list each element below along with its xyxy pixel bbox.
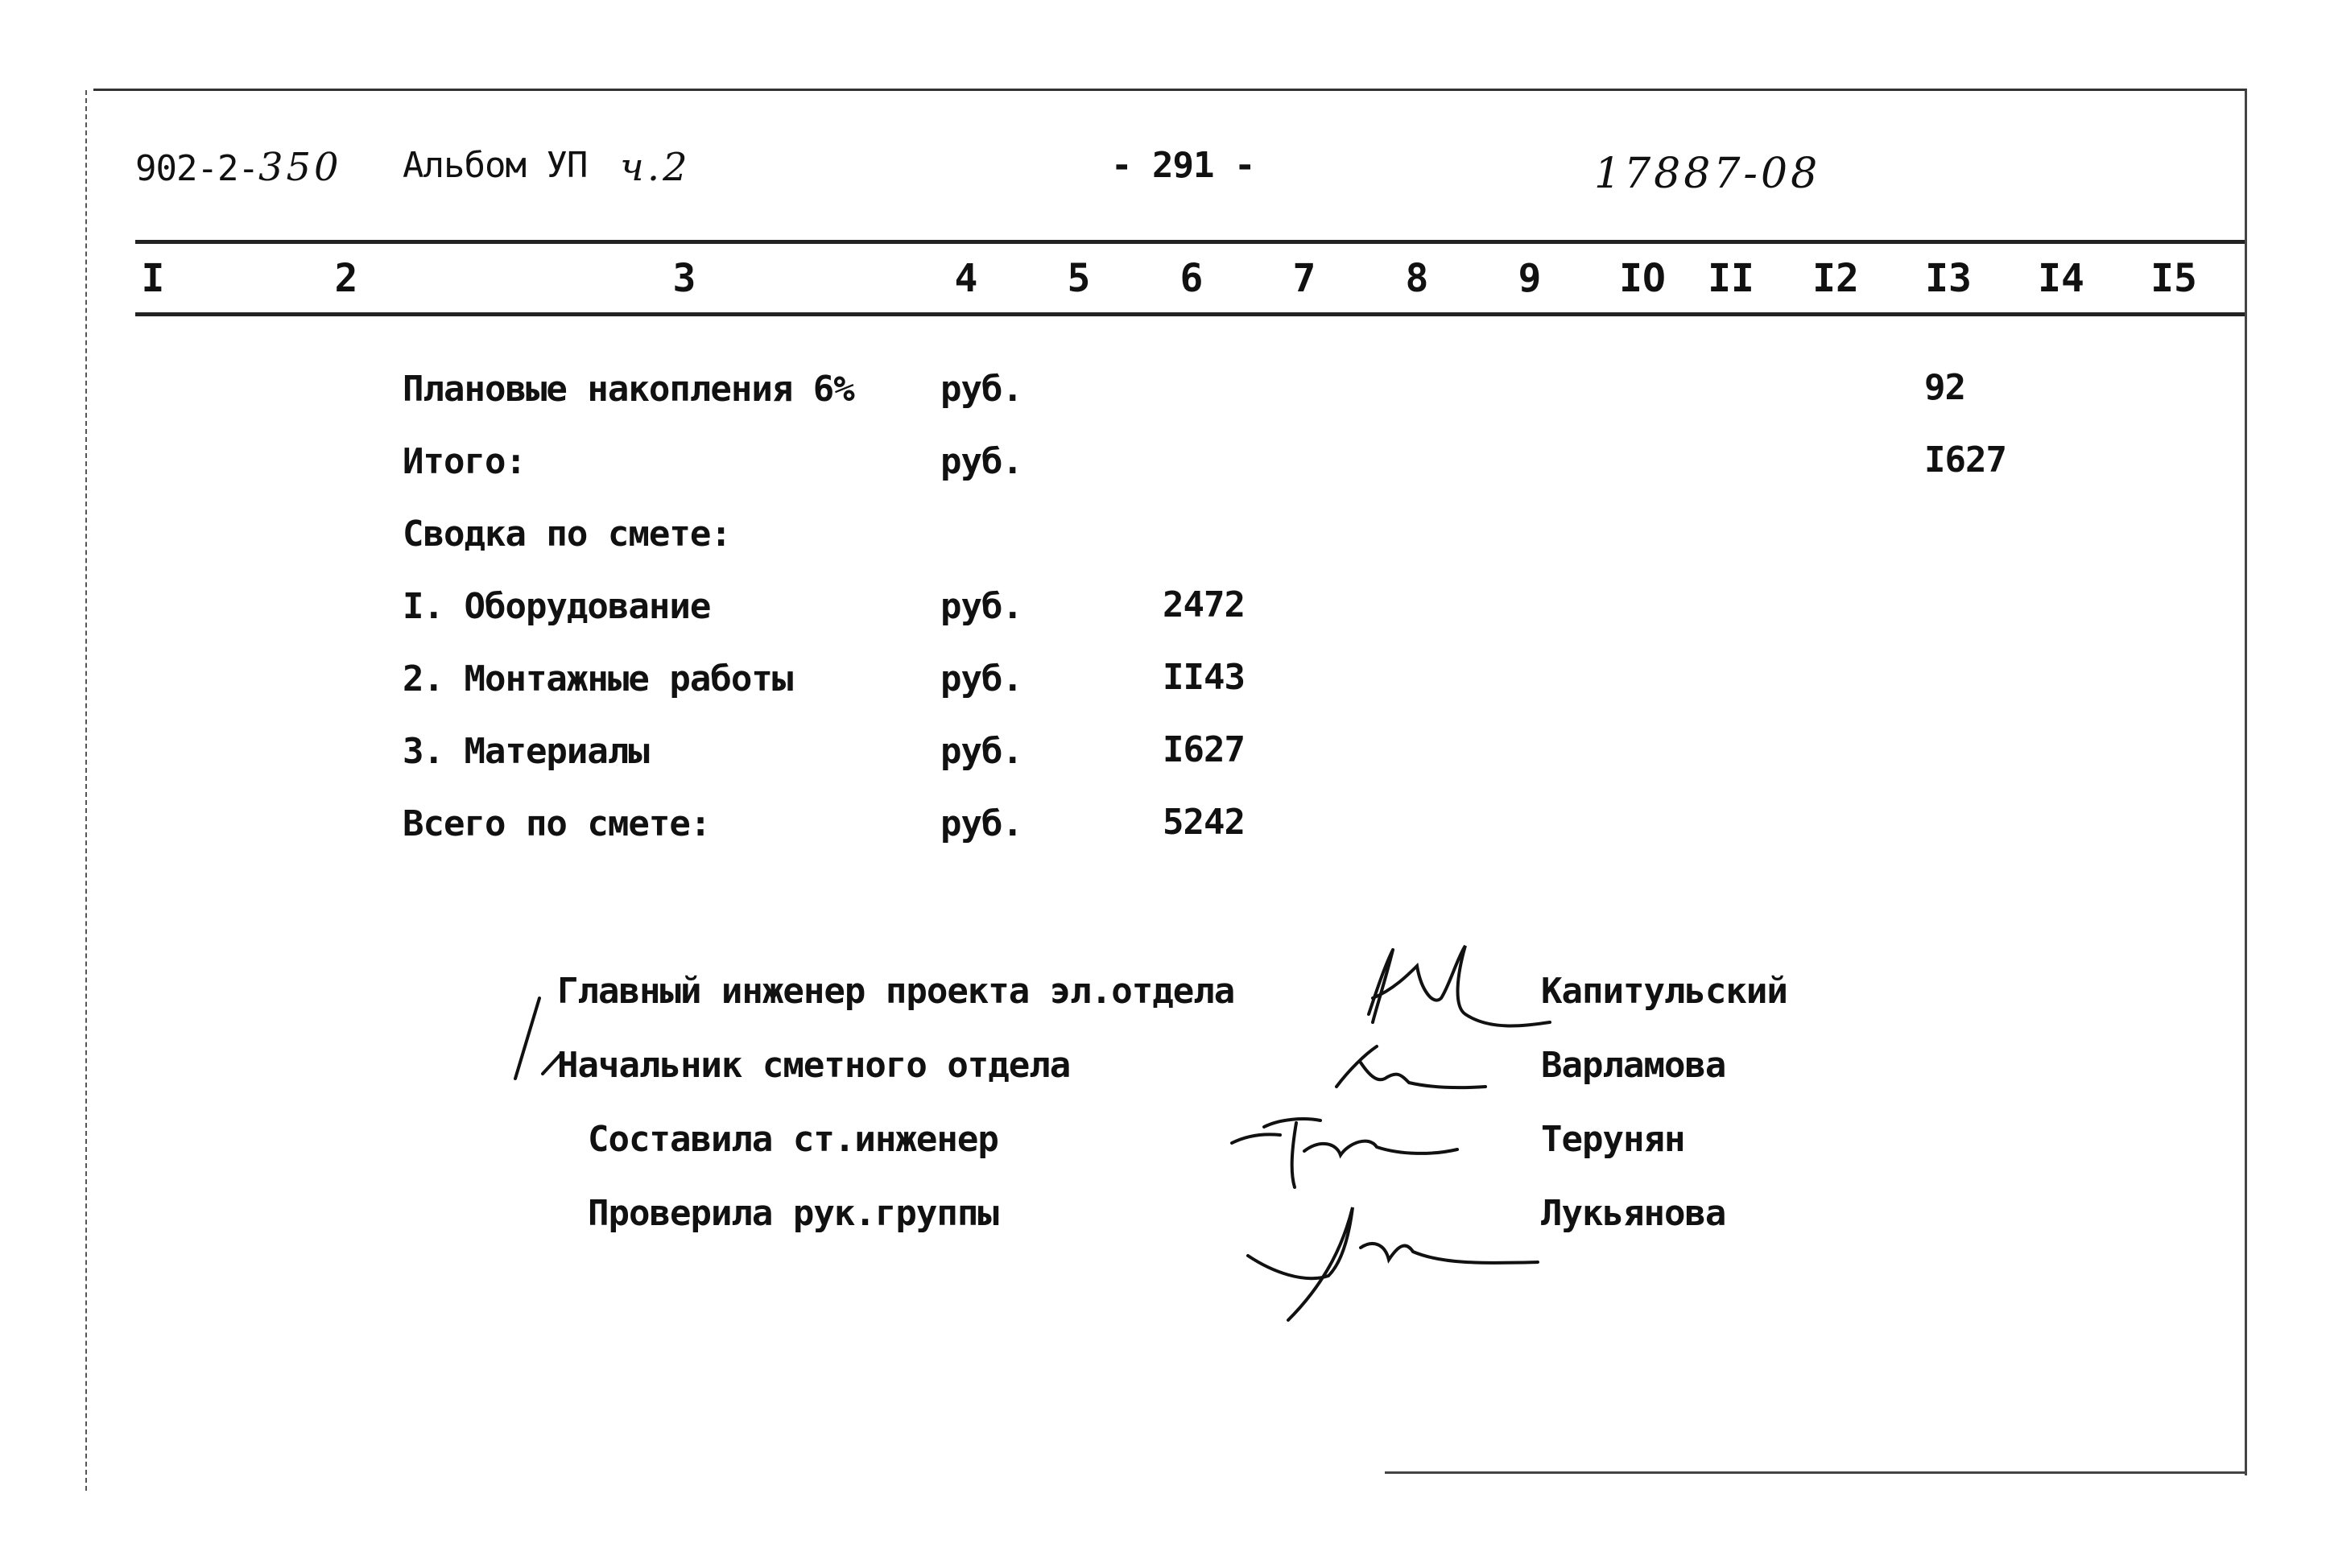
row-unit: руб. bbox=[940, 803, 1022, 844]
album-label: Альбом УП bbox=[403, 145, 588, 186]
column-number: IO bbox=[1619, 256, 1666, 301]
signature-name: Лукьянова bbox=[1541, 1193, 1726, 1234]
header-rule-bottom bbox=[135, 312, 2245, 316]
signature-name: Терунян bbox=[1541, 1119, 1685, 1160]
column-number: 6 bbox=[1179, 256, 1204, 301]
column-number: 8 bbox=[1405, 256, 1429, 301]
tick-mark bbox=[538, 1046, 570, 1079]
column-number: II bbox=[1708, 256, 1754, 301]
row-unit: руб. bbox=[940, 731, 1022, 772]
bottom-border bbox=[1385, 1471, 2246, 1474]
column-number: 7 bbox=[1292, 256, 1316, 301]
part-handwritten: ч.2 bbox=[620, 145, 691, 190]
column-number: 4 bbox=[954, 256, 978, 301]
row-col6-value: 5242 bbox=[1163, 802, 1245, 843]
row-name: I. Оборудование bbox=[403, 586, 711, 627]
project-code-print: 902-2- bbox=[135, 148, 258, 189]
row-name: Итого: bbox=[403, 441, 526, 482]
row-name: Сводка по смете: bbox=[403, 514, 731, 555]
column-number: I4 bbox=[2038, 256, 2084, 301]
signature-role: Начальник сметного отдела bbox=[557, 1045, 1071, 1086]
row-unit: руб. bbox=[940, 658, 1022, 699]
row-name: 2. Монтажные работы bbox=[403, 658, 793, 699]
column-number: I5 bbox=[2150, 256, 2197, 301]
column-number: I2 bbox=[1812, 256, 1859, 301]
row-name: 3. Материалы bbox=[403, 731, 649, 772]
column-number: I bbox=[141, 256, 165, 301]
doc-number-handwritten: 17887-08 bbox=[1594, 150, 1821, 198]
column-number: 2 bbox=[334, 256, 358, 301]
row-unit: руб. bbox=[940, 441, 1022, 482]
row-col6-value: II43 bbox=[1163, 657, 1245, 698]
signature-scribble bbox=[1240, 1183, 1546, 1328]
row-unit: руб. bbox=[940, 369, 1022, 410]
row-name: Плановые накопления 6% bbox=[403, 369, 854, 410]
signature-name: Варламова bbox=[1541, 1045, 1726, 1086]
row-col13-value: I627 bbox=[1924, 439, 2006, 481]
project-code bbox=[135, 145, 342, 190]
signature-role: Главный инженер проекта эл.отдела bbox=[557, 971, 1235, 1012]
signature-role: Проверила рук.группы bbox=[588, 1193, 998, 1234]
column-number: 9 bbox=[1518, 256, 1542, 301]
signature-role: Составила ст.инженер bbox=[588, 1119, 998, 1160]
signature-scribble bbox=[1336, 942, 1554, 1046]
column-number: 3 bbox=[672, 256, 696, 301]
row-col6-value: 2472 bbox=[1163, 584, 1245, 625]
signature-name: Капитульский bbox=[1541, 971, 1787, 1012]
row-unit: руб. bbox=[940, 586, 1022, 627]
project-code-handwritten: 350 bbox=[258, 145, 342, 190]
left-border bbox=[85, 90, 87, 1491]
row-name: Всего по смете: bbox=[403, 803, 711, 844]
page-number: - 291 - bbox=[1111, 145, 1255, 186]
header-rule-top bbox=[135, 240, 2245, 244]
row-col6-value: I627 bbox=[1163, 729, 1245, 770]
column-number: I3 bbox=[1925, 256, 1972, 301]
row-col13-value: 92 bbox=[1924, 367, 1965, 408]
signature-scribble bbox=[1216, 1111, 1473, 1191]
signature-scribble bbox=[1320, 1038, 1489, 1103]
column-number: 5 bbox=[1067, 256, 1091, 301]
